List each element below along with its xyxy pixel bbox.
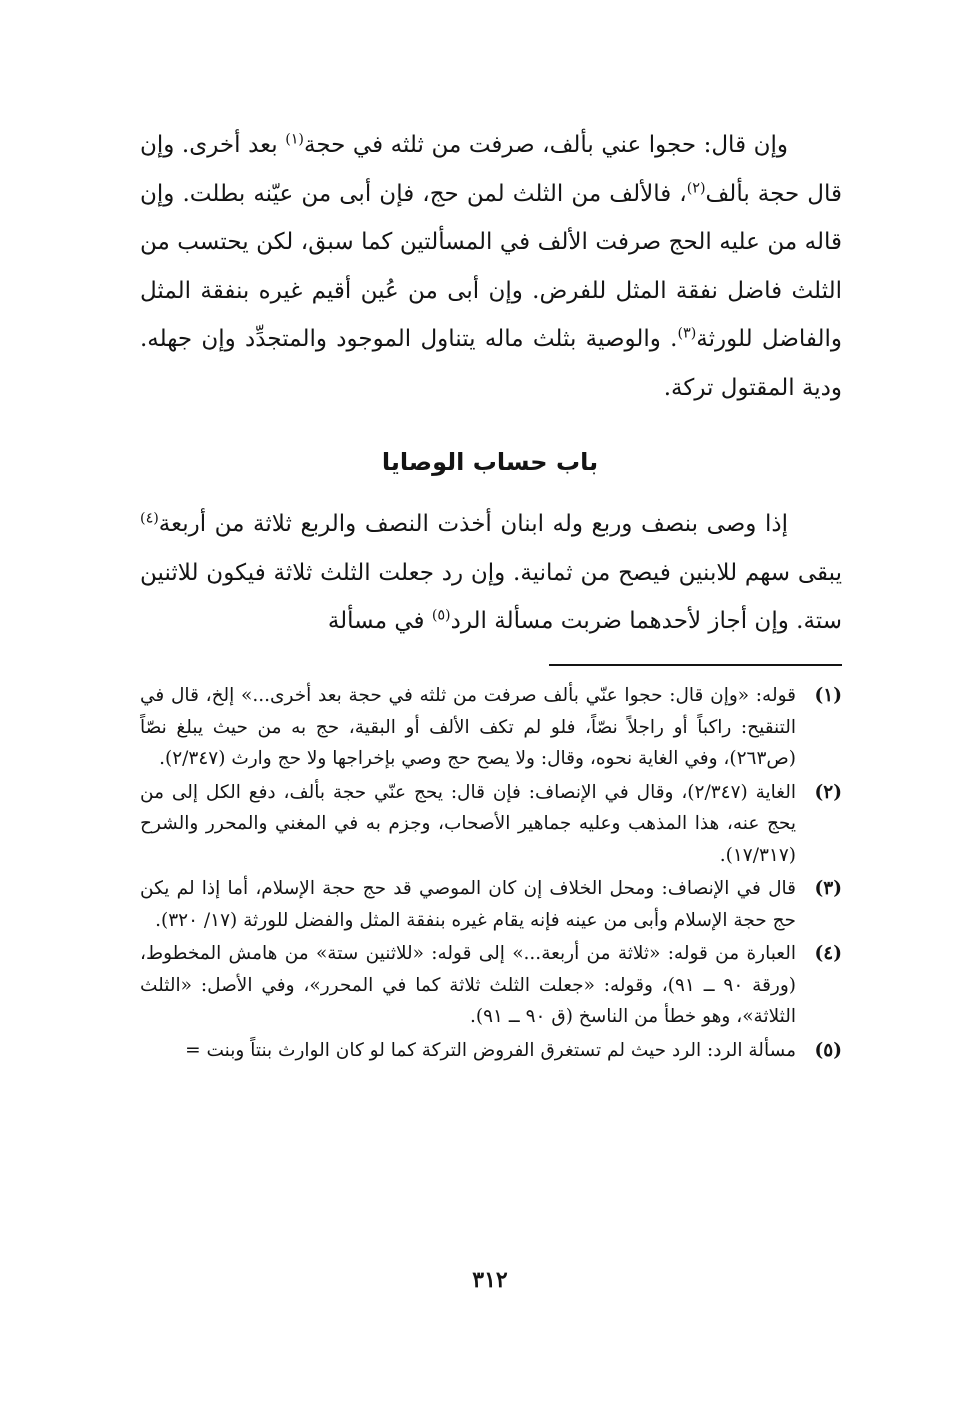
footnote-ref-3[interactable]: (٣) <box>677 325 697 342</box>
footnote-1-text: قوله: «وإن قال: حجوا عنّي بألف صرفت من ثلثه في حجة بعد أخرى...» إلخ، قال في التنقيح: راكباً أو راجلاً نصّاً، فلو لم تكف الألف أو البقية، حج به من حيث يبلغ نصّاً (ص٢٦٣)، وفي الغاية نحوه، وقال: ولا يصح حج وصي بإخراجها ولا حج وارث (٢/٣٤٧). <box>140 685 796 769</box>
paragraph-1-part-d: . والوصية بثلث ماله يتناول الموجود والمتجدِّد وإن جهله. ودية المقتول تركة. <box>140 326 842 401</box>
footnote-4-text: العبارة من قوله: «ثلاثة من أربعة...» إلى قوله: «للاثنين ستة» من هامش المخطوط، (ورقة ٩٠ ــ ٩١)، وقوله: «جعلت الثلث ثلاثة كما في المحرر»، وفي الأصل: «الثلث الثلاثة»، وهو خطأ من الناسخ (ق ٩٠ ــ ٩١). <box>140 943 797 1027</box>
paragraph-2-part-b: يبقى سهم للابنين فيصح من ثمانية. وإن رد جعلت الثلث ثلاثة فيكون للاثنين ستة. وإن أجاز لأحدهما ضربت مسألة الرد <box>140 559 842 634</box>
footnote-ref-5[interactable]: (٥) <box>431 607 451 624</box>
footnote-3-number: (٣) <box>814 878 842 899</box>
footnote-ref-2[interactable]: (٢) <box>686 179 706 196</box>
main-paragraph-1 <box>140 121 842 412</box>
footnote-5 <box>140 1035 842 1067</box>
paragraph-1-part-a: وإن قال: حجوا عني بألف، صرفت من ثلثه في حجة <box>303 132 788 158</box>
footnote-4-number: (٤) <box>814 943 842 964</box>
footnote-3 <box>140 873 842 936</box>
footnote-4 <box>140 938 842 1033</box>
footnote-1 <box>140 680 842 775</box>
paragraph-2-text <box>140 500 842 646</box>
paragraph-2-part-a: إذا وصى بنصف وربع وله ابنان أخذت النصف والربع ثلاثة من أربعة <box>158 511 788 537</box>
footnote-2-text: الغاية (٢/٣٤٧)، وقال في الإنصاف: فإن قال: يحج عنّي حجة بألف، دفع الكل إلى من يحج عنه، هذا المذهب وعليه جماهير الأصحاب، وجزم به في المغني والمحرر والشرح (١٧/٣١٧). <box>140 781 796 866</box>
footnote-2-number: (٢) <box>814 781 842 803</box>
footnote-5-number: (٥) <box>814 1039 842 1061</box>
paragraph-1-part-b: بعد أخرى. وإن قال حجة بألف <box>140 132 842 207</box>
page-number: ٣١٢ <box>472 1267 508 1293</box>
paragraph-1-text <box>140 121 842 412</box>
footnote-3-text: قال في الإنصاف: ومحل الخلاف إن كان الموصي قد حج حجة الإسلام، أما إذا لم يكن حج حجة الإسلام وأبى من عينه فإنه يقام غيره بنفقة المثل والفضل للورثة (١٧/ ٣٢٠). <box>140 878 796 931</box>
footnote-2 <box>140 777 842 872</box>
footnote-5-text: مسألة الرد: الرد حيث لم تستغرق الفروض التركة كما لو كان الوارث بنتاً وبنت = <box>185 1039 796 1061</box>
footnote-ref-4[interactable]: (٤) <box>140 510 159 527</box>
footnote-separator <box>549 664 842 666</box>
footnotes-section <box>140 680 842 1068</box>
footnote-ref-1[interactable]: (١) <box>285 131 304 148</box>
paragraph-2-part-c: في مسألة <box>327 608 432 634</box>
paragraph-1-part-c: ، فالألف من الثلث لمن حج، فإن أبى من عيّنه بطلت. وإن قاله من عليه الحج صرفت الألف في المسألتين كما سبق، لكن يحتسب من الثلث فاضل نفقة المثل للفرض. وإن أبى من عُين أقيم غيره بنفقة المثل والفاضل للورثة <box>140 180 843 352</box>
section-heading: باب حساب الوصايا <box>381 448 599 476</box>
main-paragraph-2 <box>140 500 842 646</box>
footnote-1-number: (١) <box>814 685 842 706</box>
